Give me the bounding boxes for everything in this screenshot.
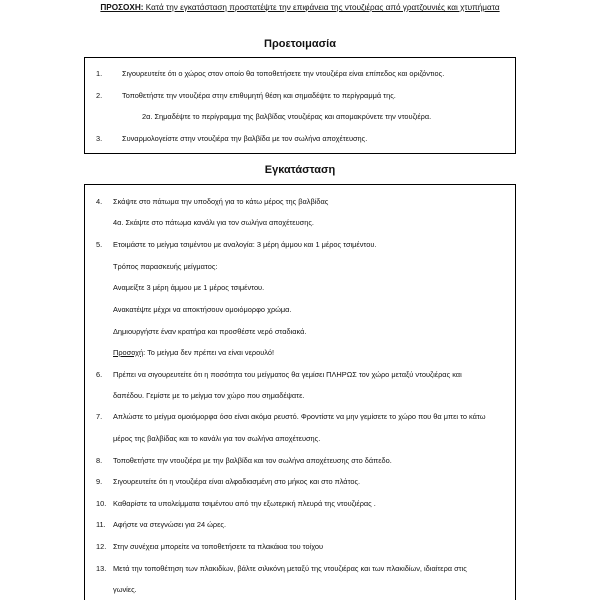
step-number: 5. <box>96 240 103 249</box>
step-text: Αφήστε να στεγνώσει για 24 ώρες. <box>113 520 226 529</box>
step-text: 4α. Σκάψτε στο πάτωμα κανάλι για τον σωλήνα αποχέτευσης. <box>113 218 314 227</box>
step-number: 3. <box>96 134 103 143</box>
step-text: Αναμείξτε 3 μέρη άμμου με 1 μέρος τσιμέντου. <box>113 283 265 292</box>
step-text: Δημιουργήστε έναν κρατήρα και προσθέστε νερό σταδιακά. <box>113 327 307 336</box>
warning-line <box>0 3 600 12</box>
step-text: 2α. Σημαδέψτε το περίγραμμα της βαλβίδας ντουζιέρας και απομακρύνετε την ντουζιέρα. <box>142 112 432 121</box>
step-number: 2. <box>96 91 103 100</box>
step-text: Μετά την τοποθέτηση των πλακιδίων, βάλτε σιλικόνη μεταξύ της ντουζιέρας και των πλακιδίων, ιδιαίτερα στις <box>113 564 467 573</box>
warning-text: Κατά την εγκατάσταση προστατέψτε την επιφάνεια της ντουζιέρας από γρατζουνιές και χτυπήματα <box>143 3 500 12</box>
step-text: Συναρμολογείστε στην ντουζιέρα την βαλβίδα με τον σωλήνα αποχέτευσης. <box>122 134 368 143</box>
step-number: 10. <box>96 499 107 508</box>
step-number: 1. <box>96 69 103 78</box>
step-text: μέρος της βαλβίδας και το κανάλι για τον σωλήνα αποχέτευσης. <box>113 434 321 443</box>
step-text: Σιγουρευτείτε ότι η ντουζιέρα είναι αλφαδιασμένη στο μήκος και στο πλάτος. <box>113 477 361 486</box>
step-text: Καθαρίστε τα υπολείμματα τσιμέντου από την εξωτερική πλευρά της ντουζιέρας . <box>113 499 376 508</box>
install-heading: Εγκατάσταση <box>264 164 336 176</box>
step-text: Τρόπος παρασκευής μείγματος: <box>113 262 218 271</box>
step-number: 12. <box>96 542 107 551</box>
step-text: : Το μείγμα δεν πρέπει να είναι νερουλό! <box>143 348 274 357</box>
step-number: 6. <box>96 370 103 379</box>
step-text: Στην συνέχεια μπορείτε να τοποθετήσετε τα πλακάκια του τοίχου <box>113 542 324 551</box>
step-number: 13. <box>96 564 107 573</box>
step-text: Σιγουρευτείτε ότι ο χώρος στον οποίο θα τοποθετήσετε την ντουζιέρα είναι επίπεδος και οριζόντιος. <box>122 69 445 78</box>
step-number: 4. <box>96 197 103 206</box>
step-text: Απλώστε το μείγμα ομοιόμορφα όσο είναι ακόμα ρευστό. Φροντίστε να μην γεμίσετε το χώρο που θα μπει το κάτω <box>113 412 486 421</box>
step-text: γωνίες. <box>113 585 137 594</box>
step-number: 11. <box>96 520 106 529</box>
prep-box <box>84 57 516 154</box>
step-number: 7. <box>96 412 103 421</box>
step-text: δαπέδου. Γεμίστε με το μείγμα τον χώρο που σημαδέψατε. <box>113 391 305 400</box>
step-text: Τοποθετήστε την ντουζιέρα στην επιθυμητή θέση και σημαδέψτε το περίγραμμά της. <box>122 91 396 100</box>
step-number: 9. <box>96 477 103 486</box>
prep-heading: Προετοιμασία <box>264 38 336 50</box>
step-number: 8. <box>96 456 103 465</box>
warning-label: ΠΡΟΣΟΧΗ: <box>100 3 144 12</box>
install-box <box>84 184 516 600</box>
step-text: Τοποθετήστε την ντουζιέρα με την βαλβίδα και τον σωλήνα αποχέτευσης στο δάπεδο. <box>113 456 392 465</box>
step-text: Ανακατέψτε μέχρι να αποκτήσουν ομοιόμορφο χρώμα. <box>113 305 292 314</box>
caution-label: Προσοχή <box>113 348 144 357</box>
step-text: Ετοιμάστε το μείγμα τσιμέντου με αναλογία: 3 μέρη άμμου και 1 μέρος τσιμέντου. <box>113 240 377 249</box>
step-text: Σκάψτε στο πάτωμα την υποδοχή για το κάτω μέρος της βαλβίδας <box>113 197 329 206</box>
step-text: Πρέπει να σιγουρευτείτε ότι η ποσότητα του μείγματος θα γεμίσει ΠΛΗΡΩΣ τον χώρο μεταξύ ντουζιέρας και <box>113 370 462 379</box>
